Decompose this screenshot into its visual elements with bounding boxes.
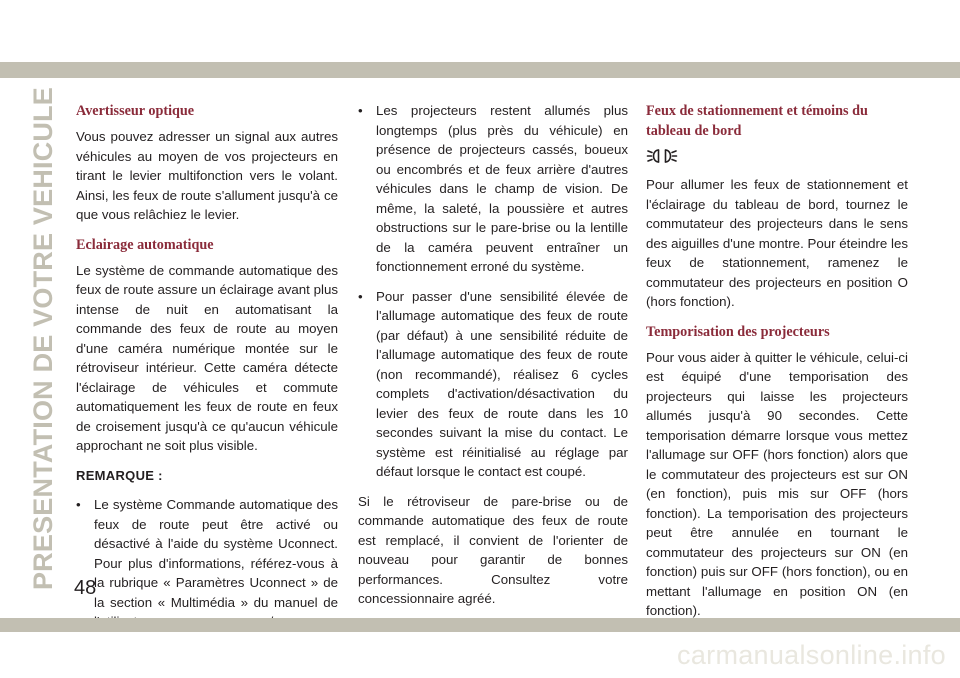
side-tab-label: PRESENTATION DE VOTRE VEHICULE [28,86,59,590]
note-label: REMARQUE : [76,467,163,483]
footer-bar [0,618,960,632]
column-2 [358,101,628,619]
heading-eclairage-automatique: Eclairage automatique [76,236,214,253]
list-item: • Les projecteurs restent allumés plus longtemps (plus près du véhicule) en présence de projecteurs cassés, boueux ou encombrés et de feux arrière d'autres véhicules dans le champ de vision. De même, la saleté, la poussière et autres obstructions sur le pare-brise ou la lentille de la caméra peuvent entraîner un fonctionnement erroné du système. [358,101,628,277]
paragraph-retroviseur: Si le rétroviseur de pare-brise ou de commande automatique des feux de route est remplacé, il convient de l'orienter de nouveau pour garantir de bonnes performances. Consultez votre concessionnaire agréé. [358,493,628,606]
side-tab [20,86,68,590]
paragraph-feux-de-stationnement: Pour allumer les feux de stationnement et l'éclairage du tableau de bord, tournez le commutateur des projecteurs dans le sens des aiguilles d'une montre. Pour éteindre les feux de stationnement, ramenez le commutateur des projecteurs en position O (hors fonction). [646,177,908,309]
paragraph-temporisation: Pour vous aider à quitter le véhicule, celui-ci est équipé d'une temporisation des projecteurs qui laisse les projecteurs allumés jusqu'à 90 secondes. Cette temporisation démarre lorsque vous mettez l'allumage sur OFF (hors fonction) alors que le commutateur des projecteurs est sur ON (en fonction), puis mis sur OFF (hors fonction). La temporisation des projecteurs peut être annulée en tournant le commutateur des projecteurs sur ON (en fonction) puis sur OFF (hors fonction), ou en mettant l'allumage en position ON (en fonction). [646,349,908,618]
parking-lights-icon [646,145,678,167]
heading-temporisation: Temporisation des projecteurs [646,323,830,340]
heading-avertisseur-optique: Avertisseur optique [76,103,195,119]
paragraph-eclairage-automatique: Le système de commande automatique des feux de route assure un éclairage avant plus intense de nuit en automatisant la commande des feux de route au moyen d'une caméra numérique montée sur le rétroviseur intérieur. Cette caméra détecte l'éclairage de véhicules et commute automatiquement les feux de route en feux de croisement jusqu'à ce qu'aucun véhicule approchant ne soit plus visible. [76,262,338,453]
header-bar [0,62,960,78]
column-3 [646,101,908,631]
note-list [76,495,338,632]
bullet-list [358,101,628,482]
page-number: 48 [74,577,97,599]
watermark: carmanualsonline.info [677,640,946,670]
column-1 [76,101,338,642]
list-item: • Pour passer d'une sensibilité élevée de l'allumage automatique des feux de route (par défaut) à une sensibilité réduite de l'allumage automatique des feux de route (non recommandé), réalisez 6 cycles complets d'activation/désactivation du levier des feux de route dans les 10 secondes suivant la mise du contact. Le système est réinitialisé au réglage par défaut lorsque le contact est coupé. [358,287,628,482]
paragraph-avertisseur-optique: Vous pouvez adresser un signal aux autres véhicules au moyen de vos projecteurs en tirant le levier multifonction vers le volant. Ainsi, les feux de route s'allument jusqu'à ce que vous relâchiez le levier. [76,129,338,222]
heading-feux-de-stationnement: Feux de stationnement et témoins du tableau de bord [646,103,868,139]
header-band [0,0,960,86]
list-item: • Le système Commande automatique des feux de route peut être activé ou désactivé à l'aide du système Uconnect. Pour plus d'informations, référez-vous à la rubrique « Paramètres Uconnect » de la section « Multimédia » du manuel de [76,495,338,632]
